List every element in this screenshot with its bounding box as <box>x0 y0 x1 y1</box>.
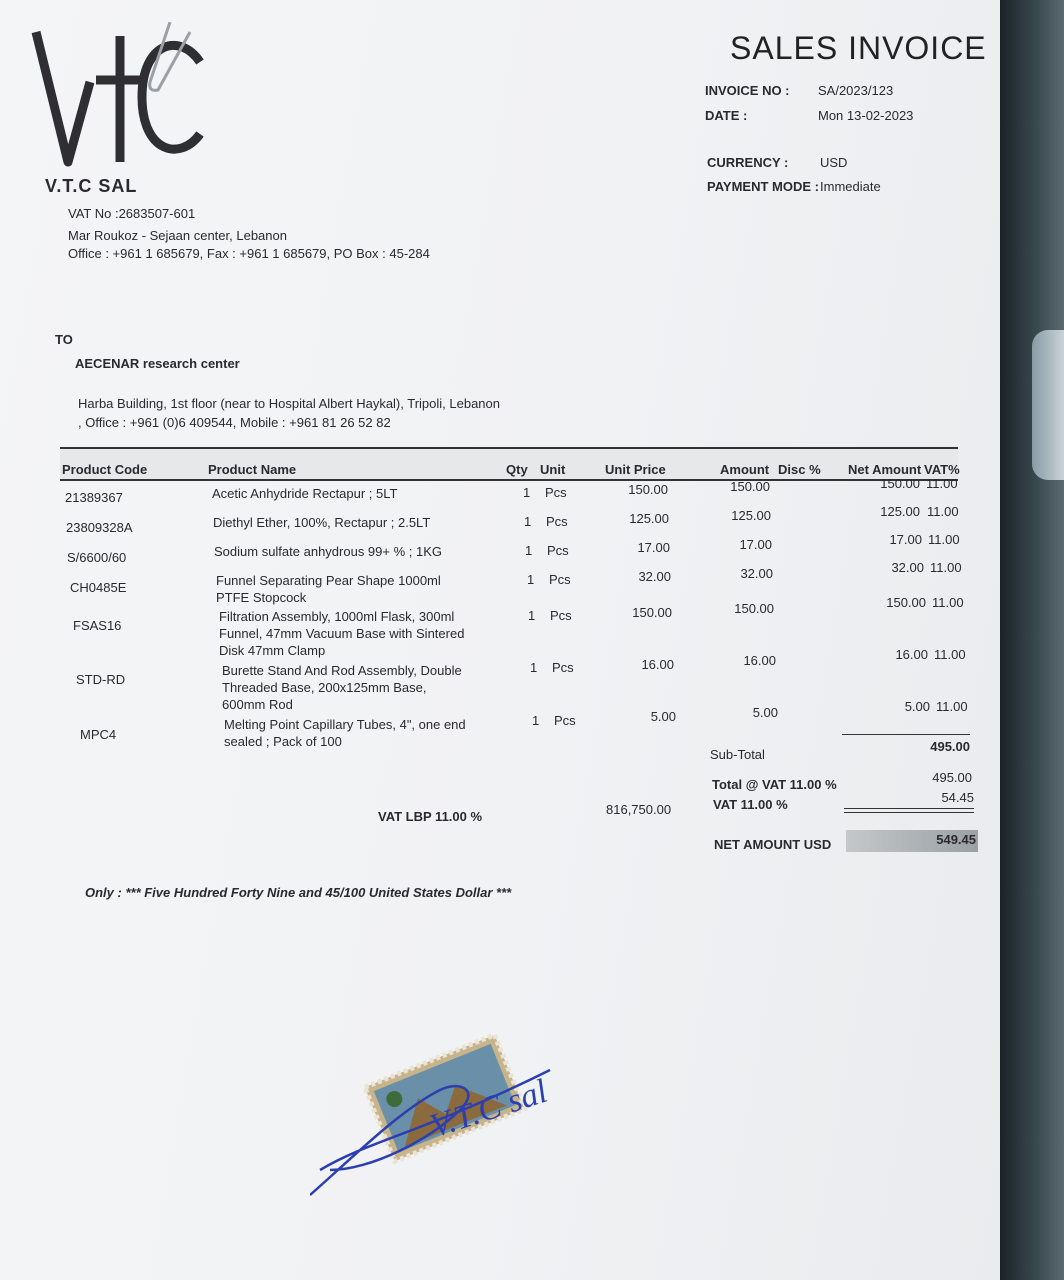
payment-mode-value: Immediate <box>820 179 881 194</box>
row-unit: Pcs <box>554 713 576 728</box>
company-logo <box>30 22 220 172</box>
row-name: Filtration Assembly, 1000ml Flask, 300ml Funnel, 47mm Vacuum Base with Sintered Disk 47mm Clamp <box>219 609 465 658</box>
customer-contact: , Office : +961 (0)6 409544, Mobile : +961 81 26 52 82 <box>78 415 391 430</box>
net-amount-value: 549.45 <box>936 832 976 847</box>
header-net-amount: Net Amount <box>848 462 922 477</box>
vat-value: 54.45 <box>941 790 974 805</box>
customer-address: Harba Building, 1st floor (near to Hospital Albert Haykal), Tripoli, Lebanon <box>78 396 500 411</box>
header-product-name: Product Name <box>208 462 297 477</box>
binder-clip <box>1032 330 1064 480</box>
row-code: CH0485E <box>70 580 127 595</box>
row-amount: 5.00 <box>752 705 778 720</box>
company-vat-no: VAT No :2683507-601 <box>68 206 196 221</box>
header-unit-price: Unit Price <box>605 462 666 477</box>
subtotal-label: Sub-Total <box>710 747 765 762</box>
invoice-no-value: SA/2023/123 <box>818 83 894 98</box>
row-vat: 11.00 <box>932 595 964 610</box>
net-amount-label: NET AMOUNT USD <box>714 837 832 852</box>
row-amount: 150.00 <box>734 601 774 616</box>
row-vat: 11.00 <box>934 647 966 662</box>
company-contact: Office : +961 1 685679, Fax : +961 1 685679, PO Box : 45-284 <box>68 246 430 261</box>
row-vat: 11.00 <box>927 504 959 519</box>
company-address: Mar Roukoz - Sejaan center, Lebanon <box>68 228 287 243</box>
row-unit-price: 150.00 <box>628 482 668 497</box>
row-name: Acetic Anhydride Rectapur ; 5LT <box>212 486 398 501</box>
row-name: Burette Stand And Rod Assembly, Double Threaded Base, 200x125mm Base, 600mm Rod <box>222 663 462 712</box>
row-net-amount: 32.00 <box>891 560 924 575</box>
row-unit: Pcs <box>547 543 569 558</box>
subtotal-value: 495.00 <box>930 739 970 754</box>
row-name: Funnel Separating Pear Shape 1000ml PTFE Stopcock <box>216 573 441 605</box>
row-unit-price: 16.00 <box>641 657 674 672</box>
row-amount: 150.00 <box>730 479 770 494</box>
row-net-amount: 5.00 <box>904 699 930 714</box>
row-net-amount: 150.00 <box>886 595 926 610</box>
to-label: TO <box>55 332 73 347</box>
row-code: MPC4 <box>80 727 117 742</box>
row-net-amount: 17.00 <box>889 532 922 547</box>
vat-lbp-label: VAT LBP 11.00 % <box>378 809 483 824</box>
row-net-amount: 150.00 <box>880 476 920 491</box>
row-unit-price: 150.00 <box>632 605 672 620</box>
row-code: FSAS16 <box>73 618 122 633</box>
row-vat: 11.00 <box>928 532 960 547</box>
row-qty: 1 <box>532 713 540 728</box>
amount-in-words: Only : *** Five Hundred Forty Nine and 45/100 United States Dollar *** <box>85 885 512 900</box>
header-unit: Unit <box>540 462 566 477</box>
header-disc: Disc % <box>778 462 821 477</box>
row-code: STD-RD <box>76 672 126 687</box>
row-qty: 1 <box>527 572 535 587</box>
row-qty: 1 <box>523 485 531 500</box>
row-unit-price: 17.00 <box>637 540 670 555</box>
row-amount: 17.00 <box>739 537 772 552</box>
row-unit-price: 5.00 <box>650 709 676 724</box>
customer-name: AECENAR research center <box>75 356 240 371</box>
row-net-amount: 16.00 <box>895 647 928 662</box>
row-unit: Pcs <box>550 608 572 623</box>
row-vat: 11.00 <box>930 560 962 575</box>
row-amount: 16.00 <box>743 653 776 668</box>
stamp-text: V.T.C sal <box>425 1072 552 1146</box>
invoice-no-label: INVOICE NO : <box>705 83 790 98</box>
row-qty: 1 <box>524 514 532 529</box>
subtotal-rule <box>842 734 970 735</box>
header-qty: Qty <box>506 462 528 477</box>
date-value: Mon 13-02-2023 <box>818 108 914 123</box>
header-product-code: Product Code <box>62 462 148 477</box>
row-unit: Pcs <box>545 485 567 500</box>
vat-rule <box>844 808 974 809</box>
vat-label: VAT 11.00 % <box>713 797 788 812</box>
row-qty: 1 <box>525 543 533 558</box>
row-code: S/6600/60 <box>67 550 127 565</box>
date-label: DATE : <box>705 108 748 123</box>
row-unit: Pcs <box>546 514 568 529</box>
desk-background <box>1000 0 1064 1280</box>
row-amount: 32.00 <box>740 566 773 581</box>
row-code: 21389367 <box>65 490 123 505</box>
row-amount: 125.00 <box>731 508 771 523</box>
row-name: Sodium sulfate anhydrous 99+ % ; 1KG <box>214 544 442 559</box>
payment-mode-label: PAYMENT MODE : <box>707 179 819 194</box>
header-vat: VAT% <box>924 462 960 477</box>
row-vat: 11.00 <box>936 699 968 714</box>
vat-rule-double <box>844 812 974 813</box>
vat-lbp-value: 816,750.00 <box>606 802 672 817</box>
company-stamp <box>310 1020 570 1200</box>
row-unit: Pcs <box>549 572 571 587</box>
row-code: 23809328A <box>66 520 133 535</box>
currency-label: CURRENCY : <box>707 155 789 170</box>
row-unit: Pcs <box>552 660 574 675</box>
row-unit-price: 125.00 <box>629 511 669 526</box>
company-name: V.T.C SAL <box>45 176 138 196</box>
row-qty: 1 <box>528 608 536 623</box>
header-amount: Amount <box>720 462 770 477</box>
table-header <box>60 447 958 481</box>
row-vat: 11.00 <box>926 476 958 491</box>
row-qty: 1 <box>530 660 538 675</box>
total-vat-label: Total @ VAT 11.00 % <box>712 777 837 792</box>
total-vat-value: 495.00 <box>932 770 972 785</box>
currency-value: USD <box>820 155 848 170</box>
row-name: Melting Point Capillary Tubes, 4", one end sealed ; Pack of 100 <box>224 717 466 749</box>
invoice-title: SALES INVOICE <box>730 30 987 66</box>
row-net-amount: 125.00 <box>880 504 920 519</box>
row-unit-price: 32.00 <box>638 569 671 584</box>
row-name: Diethyl Ether, 100%, Rectapur ; 2.5LT <box>213 515 431 530</box>
